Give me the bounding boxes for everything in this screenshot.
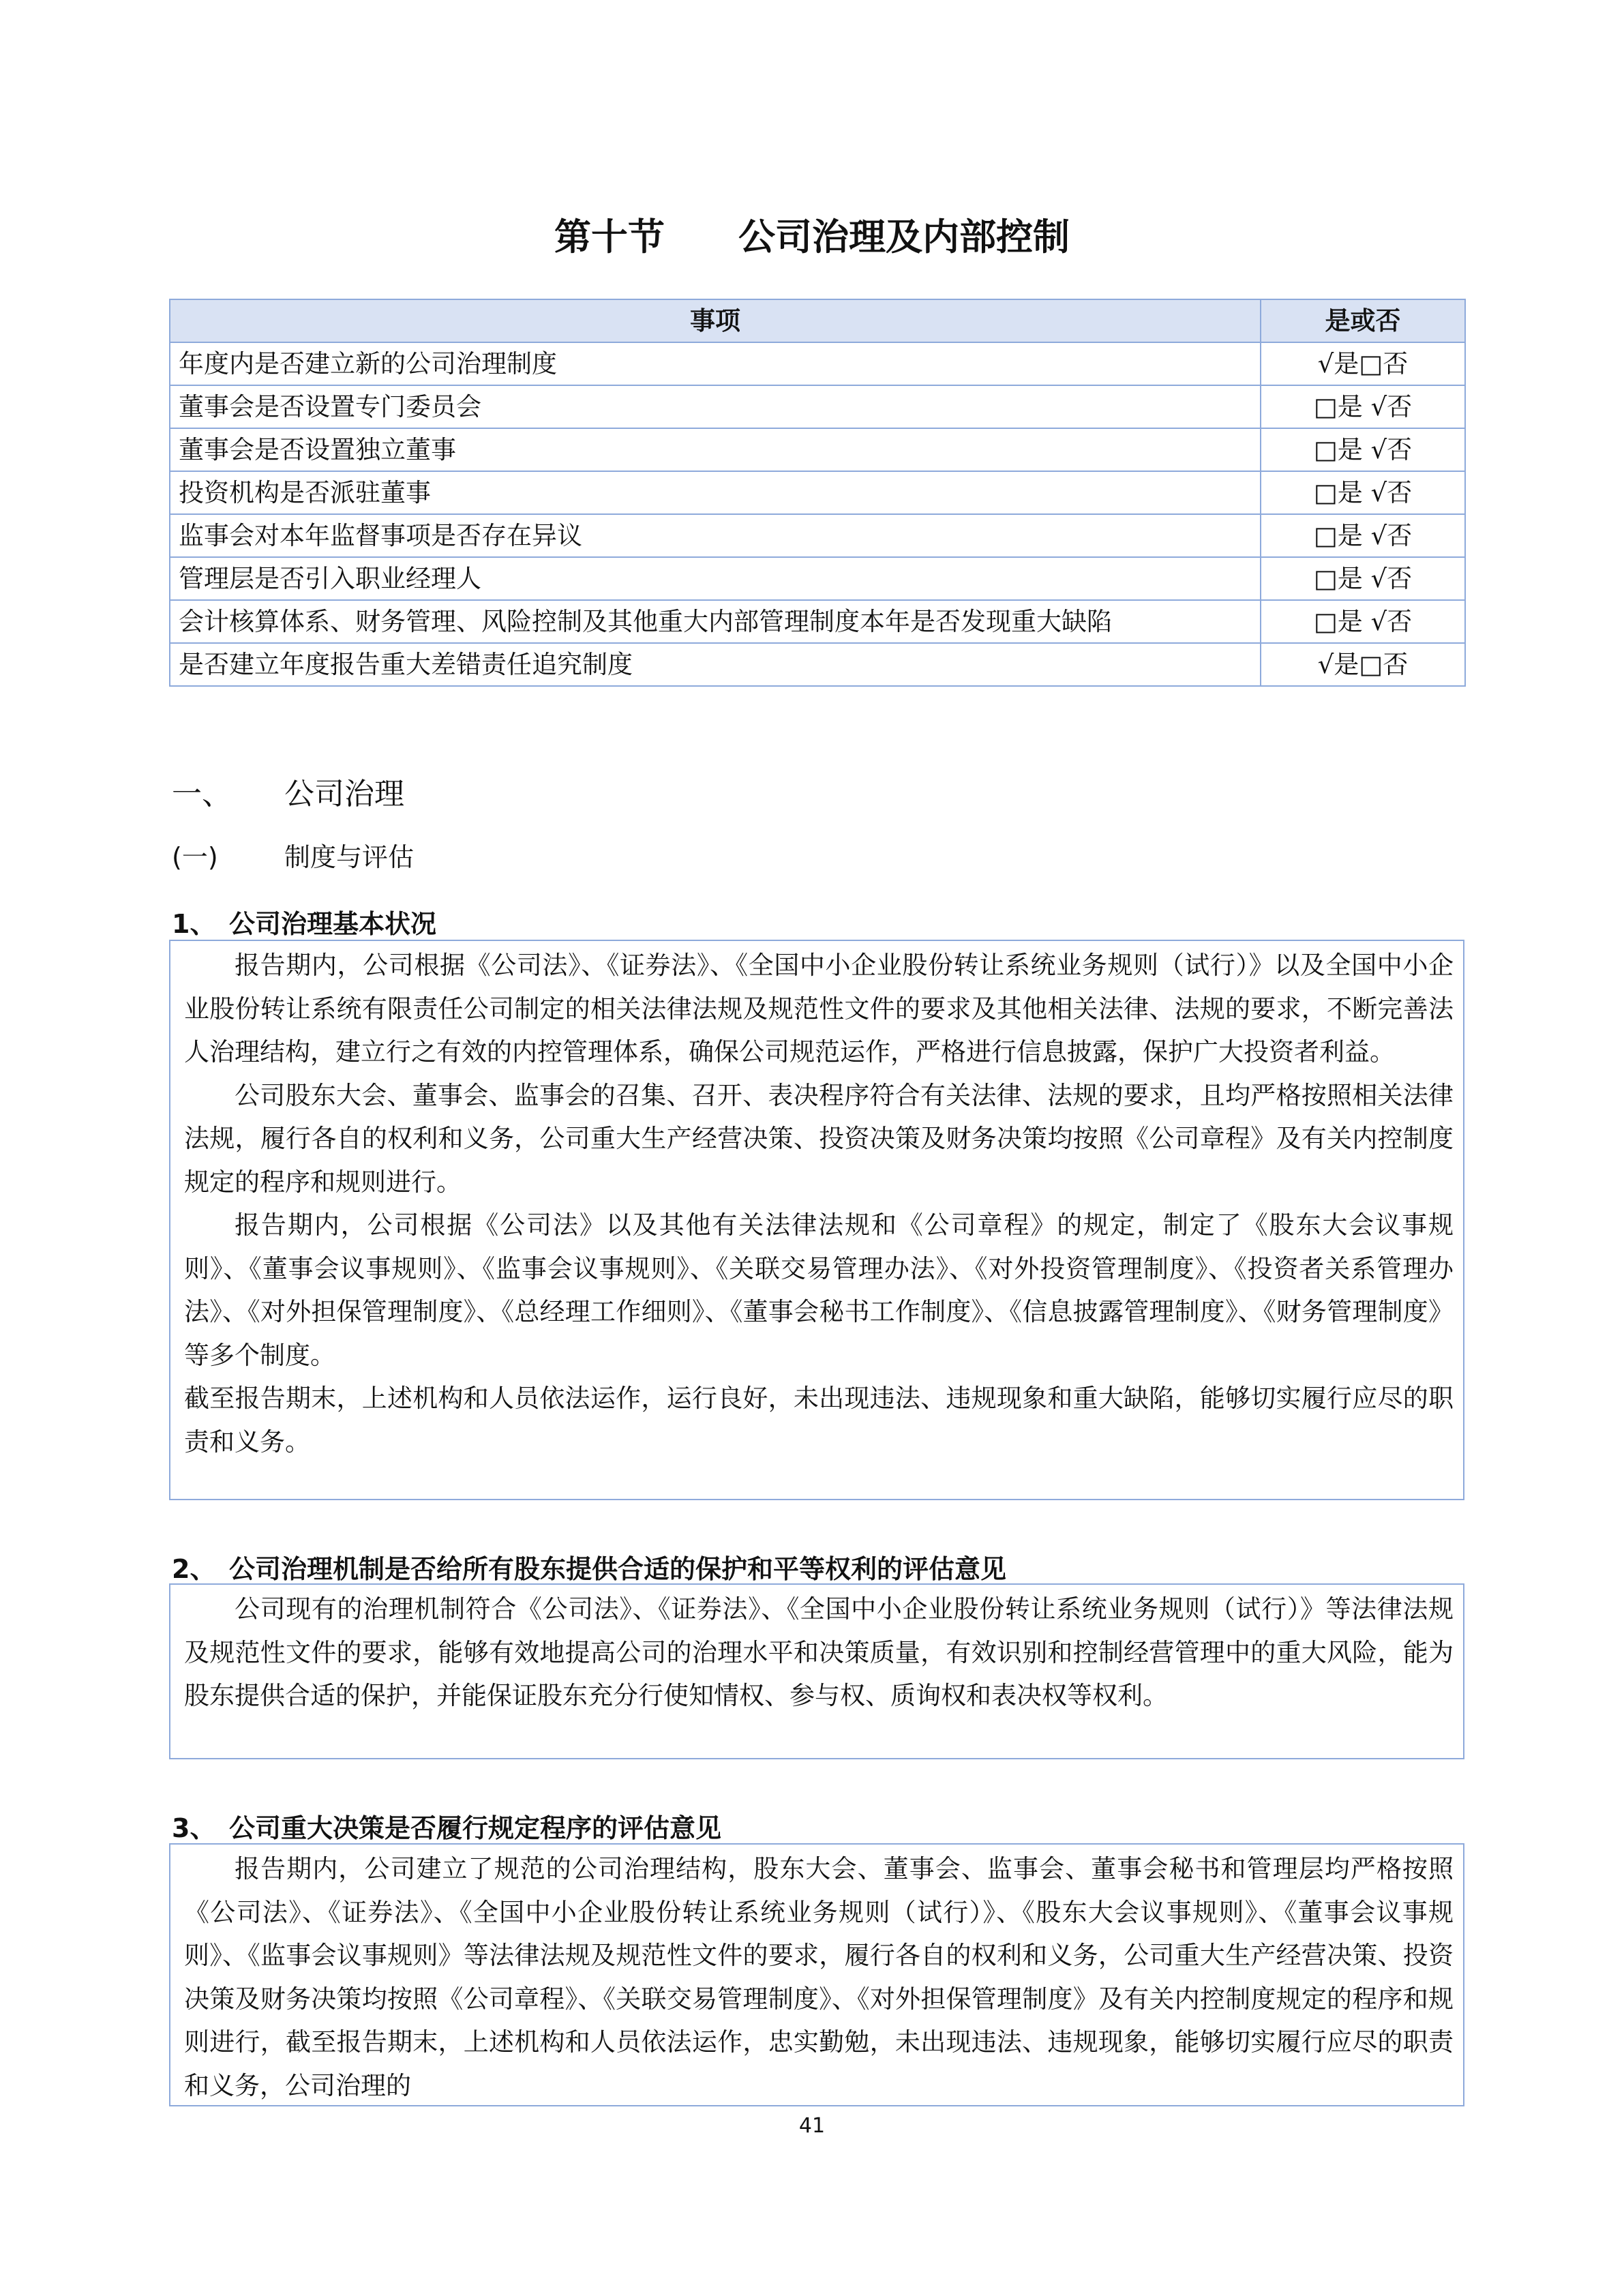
header-answer: 是或否	[1261, 299, 1465, 342]
section-heading-2	[172, 1548, 1006, 1585]
row-answer: □是 √否	[1261, 514, 1465, 557]
section-title: 第十节 公司治理及内部控制	[554, 215, 1070, 258]
row-item: 会计核算体系、财务管理、风险控制及其他重大内部管理制度本年是否发现重大缺陷	[170, 600, 1261, 643]
heading-text: 公司治理	[284, 777, 404, 811]
section-number: 2、	[172, 1554, 216, 1584]
row-item: 是否建立年度报告重大差错责任追究制度	[170, 643, 1261, 686]
section-box-3	[169, 1843, 1464, 2106]
heading-number: (一)	[172, 842, 218, 872]
row-item: 董事会是否设置专门委员会	[170, 385, 1261, 428]
row-answer: □是 √否	[1261, 557, 1465, 600]
paragraph: 报告期内，公司根据《公司法》以及其他有关法律法规和《公司章程》的规定，制定了《股东大会议事规则》、《董事会议事规则》、《监事会议事规则》、《关联交易管理办法》、《对外投资管理制度》、《投资者关系管理办法》、《对外担保管理制度》、《总经理工作细则》、《董事会秘书工作制度》、《信息披露管理制度》、《财务管理制度》等多个制度。	[184, 1210, 1454, 1370]
row-item: 管理层是否引入职业经理人	[170, 557, 1261, 600]
section-number: 1、	[172, 909, 216, 939]
header-item: 事项	[170, 299, 1261, 342]
section-title-text: 公司重大决策是否履行规定程序的评估意见	[229, 1813, 722, 1843]
section-title-text: 公司治理机制是否给所有股东提供合适的保护和平等权利的评估意见	[229, 1554, 1007, 1584]
section-title-text: 公司治理基本状况	[229, 909, 437, 939]
table-row	[170, 514, 1465, 557]
section-box-1	[169, 940, 1464, 1500]
heading-corporate-governance	[172, 769, 404, 813]
table-row	[170, 471, 1465, 514]
row-item: 董事会是否设置独立董事	[170, 428, 1261, 471]
row-answer: □是 √否	[1261, 428, 1465, 471]
table-row	[170, 600, 1465, 643]
row-answer: √是□否	[1261, 342, 1465, 385]
row-item: 投资机构是否派驻董事	[170, 471, 1261, 514]
row-answer: □是 √否	[1261, 471, 1465, 514]
paragraph: 公司股东大会、董事会、监事会的召集、召开、表决程序符合有关法律、法规的要求，且均严格按照相关法律法规，履行各自的权利和义务，公司重大生产经营决策、投资决策及财务决策均按照《公司章程》及有关内控制度规定的程序和规则进行。	[184, 1080, 1454, 1197]
row-item: 年度内是否建立新的公司治理制度	[170, 342, 1261, 385]
row-item: 监事会对本年监督事项是否存在异议	[170, 514, 1261, 557]
heading-number: 一、	[172, 777, 232, 811]
row-answer: □是 √否	[1261, 600, 1465, 643]
heading-text: 制度与评估	[284, 842, 415, 872]
section-heading-3	[172, 1807, 721, 1845]
governance-summary-table	[169, 299, 1466, 687]
row-answer: √是□否	[1261, 643, 1465, 686]
section-box-2	[169, 1583, 1464, 1759]
table-row	[170, 643, 1465, 686]
paragraph: 报告期内，公司根据《公司法》、《证券法》、《全国中小企业股份转让系统业务规则（试行）》以及全国中小企业股份转让系统有限责任公司制定的相关法律法规及规范性文件的要求及其他相关法律、法规的要求，不断完善法人治理结构，建立行之有效的内控管理体系，确保公司规范运作，严格进行信息披露，保护广大投资者利益。	[184, 951, 1454, 1067]
paragraph: 截至报告期末，上述机构和人员依法运作，运行良好，未出现违法、违规现象和重大缺陷，能够切实履行应尽的职责和义务。	[184, 1384, 1454, 1457]
heading-system-evaluation	[172, 836, 414, 874]
paragraph: 报告期内，公司建立了规范的公司治理结构，股东大会、董事会、监事会、董事会秘书和管理层均严格按照《公司法》、《证券法》、《全国中小企业股份转让系统业务规则（试行）》、《股东大会议事规则》、《董事会议事规则》、《监事会议事规则》等法律法规及规范性文件的要求，履行各自的权利和义务，公司重大生产经营决策、投资决策及财务决策均按照《公司章程》、《关联交易管理制度》、《对外担保管理制度》及有关内控制度规定的程序和规则进行，截至报告期末，上述机构和人员依法运作，忠实勤勉，未出现违法、违规现象，能够切实履行应尽的职责和义务，公司治理的	[184, 1854, 1454, 2100]
section-heading-1	[172, 903, 436, 940]
page-number: 41	[798, 2114, 826, 2138]
row-answer: □是 √否	[1261, 385, 1465, 428]
table-row	[170, 557, 1465, 600]
table-row	[170, 385, 1465, 428]
table-row	[170, 428, 1465, 471]
table-row	[170, 342, 1465, 385]
table-header-row	[170, 299, 1465, 342]
paragraph: 公司现有的治理机制符合《公司法》、《证券法》、《全国中小企业股份转让系统业务规则（试行）》等法律法规及规范性文件的要求，能够有效地提高公司的治理水平和决策质量，有效识别和控制经营管理中的重大风险，能为股东提供合适的保护，并能保证股东充分行使知情权、参与权、质询权和表决权等权利。	[184, 1594, 1454, 1710]
section-number: 3、	[172, 1813, 216, 1843]
